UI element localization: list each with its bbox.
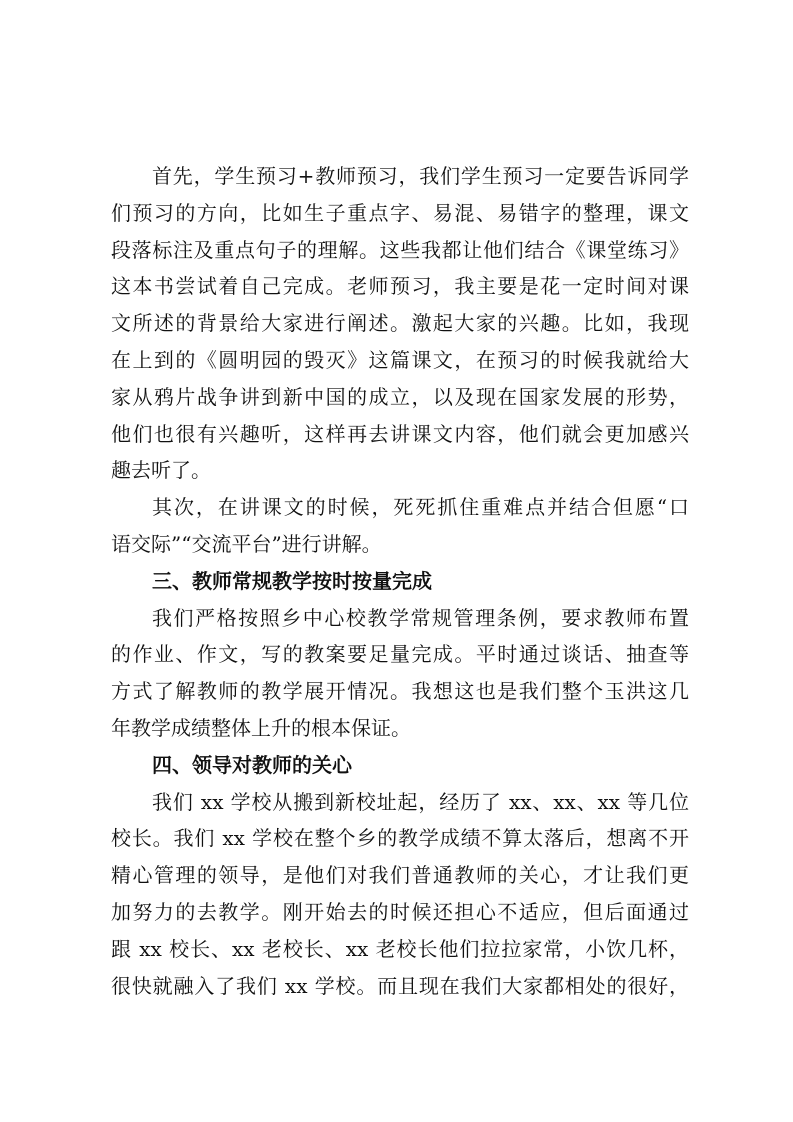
text-line: 四、领导对教师的关心 bbox=[152, 752, 352, 777]
text-line: 段落标注及重点句子的理解。这些我都让他们结合《课堂练习》 bbox=[111, 237, 689, 262]
section-heading bbox=[111, 747, 689, 784]
text-line: 其次，在讲课文的时候，死死抓住重难点并结合但愿“口 bbox=[152, 495, 689, 520]
text-line: 的作业、作文，写的教案要足量完成。平时通过谈话、抽查等 bbox=[111, 642, 689, 667]
text-line: 年教学成绩整体上升的根本保证。 bbox=[111, 715, 411, 740]
text-line: 我们严格按照乡中心校教学常规管理条例，要求教师布置 bbox=[152, 605, 689, 630]
paragraph bbox=[111, 489, 689, 563]
paragraph bbox=[111, 158, 689, 489]
text-line: 跟 xx 校长、xx 老校长、xx 老校长他们拉拉家常，小饮几杯， bbox=[111, 936, 689, 961]
text-line: 趣去听了。 bbox=[111, 458, 211, 483]
text-line: 方式了解教师的教学展开情况。我想这也是我们整个玉洪这几 bbox=[111, 679, 689, 704]
text-line: 文所述的背景给大家进行阐述。激起大家的兴趣。比如，我现 bbox=[111, 311, 689, 336]
text-line: 首先，学生预习+教师预习，我们学生预习一定要告诉同学 bbox=[152, 164, 689, 188]
text-line: 加努力的去教学。刚开始去的时候还担心不适应，但后面通过 bbox=[111, 899, 689, 924]
text-line: 语交际”“交流平台”进行讲解。 bbox=[111, 531, 382, 556]
text-line: 很快就融入了我们 xx 学校。而且现在我们大家都相处的很好， bbox=[111, 973, 689, 998]
paragraph bbox=[111, 784, 689, 1005]
text-line: 我们 xx 学校从搬到新校址起，经历了 xx、xx、xx 等几位 bbox=[152, 789, 689, 814]
text-line: 他们也很有兴趣听，这样再去讲课文内容，他们就会更加感兴 bbox=[111, 421, 689, 446]
text-line: 这本书尝试着自己完成。老师预习，我主要是花一定时间对课 bbox=[111, 274, 689, 299]
section-heading bbox=[111, 563, 689, 600]
paragraph bbox=[111, 600, 689, 747]
text-line: 三、教师常规教学按时按量完成 bbox=[152, 568, 432, 593]
document-page bbox=[111, 158, 689, 1004]
text-line: 们预习的方向，比如生子重点字、易混、易错字的整理，课文 bbox=[111, 200, 689, 225]
text-line: 精心管理的领导，是他们对我们普通教师的关心，才让我们更 bbox=[111, 863, 689, 888]
text-line: 在上到的《圆明园的毁灭》这篇课文，在预习的时候我就给大 bbox=[111, 347, 689, 372]
text-line: 家从鸦片战争讲到新中国的成立，以及现在国家发展的形势， bbox=[111, 384, 689, 409]
text-line: 校长。我们 xx 学校在整个乡的教学成绩不算太落后，想离不开 bbox=[111, 826, 689, 851]
